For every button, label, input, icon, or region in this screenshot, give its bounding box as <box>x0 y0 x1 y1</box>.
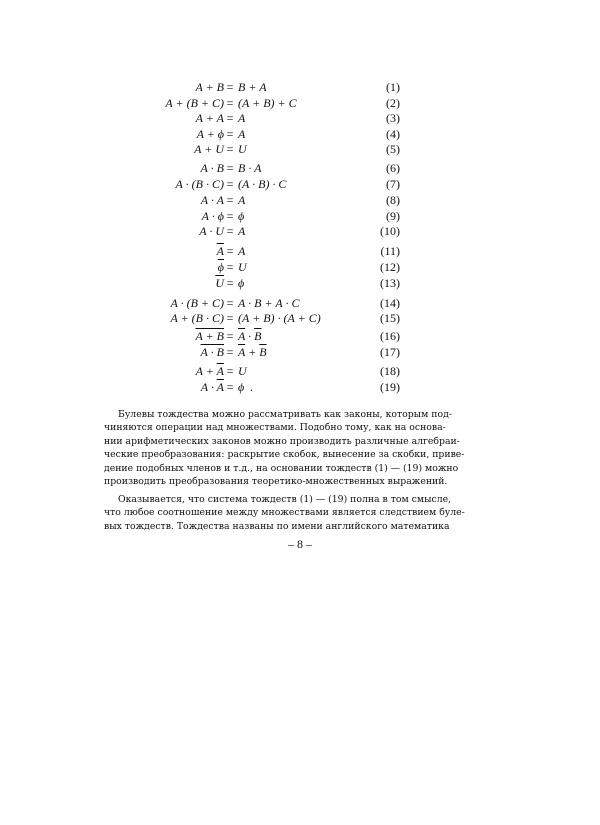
equation-lhs: A + ϕ <box>196 127 224 141</box>
equation-lhs: A + U <box>194 142 224 156</box>
text-line: нии арифметических законов можно производить различные алгебраи- <box>104 435 460 447</box>
body-paragraph <box>104 493 465 533</box>
equation-number: (18) <box>380 364 400 378</box>
equation-14 <box>0 295 600 311</box>
equation-rhs: (A + B) · (A + C) <box>238 311 321 325</box>
equation-rhs: U <box>238 142 247 156</box>
equation-number: (12) <box>380 260 400 274</box>
equation-number: (5) <box>386 142 400 156</box>
text-line: что любое соотношение между множествами является следствием буле- <box>104 507 465 519</box>
equation-rhs: B · A <box>238 161 262 175</box>
equation-rhs: ϕ . <box>238 380 254 394</box>
equation-lhs: A + (B · C) <box>170 311 224 325</box>
equation-number: (6) <box>386 161 400 175</box>
equals-sign: = <box>226 193 234 207</box>
equation-lhs: $\overline{\phi}$ <box>217 260 224 274</box>
equation-lhs: $\overline{U}$ <box>215 276 224 290</box>
equation-12 <box>0 259 600 275</box>
equation-rhs: ϕ <box>238 209 245 223</box>
body-paragraph <box>104 408 465 488</box>
equation-rhs: $\overline{A} + \overline{B}$ <box>238 345 267 359</box>
equation-16 <box>0 328 600 344</box>
equation-19 <box>0 379 600 395</box>
text-line: Оказывается, что система тождеств (1) — (19) полна в том смысле, <box>118 494 452 505</box>
equals-sign: = <box>226 380 234 394</box>
equation-number: (16) <box>380 329 400 343</box>
equation-lhs <box>217 243 224 259</box>
equation-15 <box>0 310 600 326</box>
equation-number: (11) <box>380 244 400 258</box>
text-line: чиняются операции над множествами. Подобно тому, как на основа- <box>104 422 446 434</box>
equation-rhs: A <box>238 127 246 141</box>
text-line: вых тождеств. Тождества названы по имени английского математика <box>104 520 450 532</box>
equation-rhs: ϕ <box>238 276 245 290</box>
equation-lhs: A + A <box>195 111 224 125</box>
equation-17 <box>0 344 600 360</box>
equation-2 <box>0 95 600 111</box>
equation-number: (15) <box>380 311 400 325</box>
equation-rhs: A · B + A · C <box>238 296 300 310</box>
equation-9 <box>0 208 600 224</box>
equation-number: (9) <box>386 209 400 223</box>
equation-1 <box>0 79 600 95</box>
equals-sign: = <box>226 142 234 156</box>
equation-8 <box>0 192 600 208</box>
equation-number: (10) <box>380 224 400 238</box>
equals-sign: = <box>226 224 234 238</box>
equation-rhs: (A + B) + C <box>238 96 297 110</box>
equation-10 <box>0 223 600 239</box>
equation-lhs: A · (B + C) <box>170 296 224 310</box>
equation-3 <box>0 110 600 126</box>
equation-lhs: A + (B + C) <box>165 96 224 110</box>
equation-number: (7) <box>386 177 400 191</box>
equation-13 <box>0 275 600 291</box>
equation-number: (19) <box>380 380 400 394</box>
equation-lhs: $A \cdot \overline{A}$ <box>200 380 224 394</box>
text-line: производить преобразования теоретико-множественных выражений. <box>104 476 448 488</box>
equation-rhs: A <box>238 244 246 258</box>
equation-7 <box>0 176 600 192</box>
equals-sign: = <box>226 209 234 223</box>
equals-sign: = <box>226 161 234 175</box>
equals-sign: = <box>226 111 234 125</box>
equals-sign: = <box>226 127 234 141</box>
equation-lhs: A · (B · C) <box>175 177 224 191</box>
equation-lhs: A · U <box>199 224 224 238</box>
equation-rhs: A <box>238 193 246 207</box>
equation-number: (8) <box>386 193 400 207</box>
equals-sign: = <box>226 345 234 359</box>
equation-number: (1) <box>386 80 400 94</box>
equation-rhs: $\overline{A} \cdot \overline{B}$ <box>238 329 262 343</box>
equation-number: (4) <box>386 127 400 141</box>
text-line: ческие преобразования: раскрытие скобок, вынесение за скобки, приве- <box>104 449 465 461</box>
equation-rhs: (A · B) · C <box>238 177 287 191</box>
double-overline: $\overline{A}$ <box>216 244 224 258</box>
equals-sign: = <box>226 296 234 310</box>
equation-18 <box>0 363 600 379</box>
equation-lhs: A · A <box>200 193 224 207</box>
equation-rhs: U <box>238 364 247 378</box>
equals-sign: = <box>226 311 234 325</box>
text-line: дение подобных членов и т.д., на основании тождеств (1) — (19) можно <box>104 462 459 474</box>
equals-sign: = <box>226 80 234 94</box>
equation-number: (2) <box>386 96 400 110</box>
equation-lhs: A · B <box>200 161 224 175</box>
equation-number: (14) <box>380 296 400 310</box>
equation-rhs: B + A <box>238 80 267 94</box>
equation-lhs: A · ϕ <box>201 209 224 223</box>
equation-lhs: A + B <box>195 80 224 94</box>
equation-rhs: U <box>238 260 247 274</box>
equals-sign: = <box>226 260 234 274</box>
equation-number: (3) <box>386 111 400 125</box>
equation-lhs: $A + \overline{A}$ <box>195 364 224 378</box>
text-line: Булевы тождества можно рассматривать как законы, которым под- <box>118 409 452 420</box>
equation-number: (13) <box>380 276 400 290</box>
equals-sign: = <box>226 329 234 343</box>
page-number: – 8 – <box>288 537 312 551</box>
equation-number: (17) <box>380 345 400 359</box>
equation-6 <box>0 160 600 176</box>
equation-lhs: A + B <box>195 329 224 343</box>
equals-sign: = <box>226 244 234 258</box>
equals-sign: = <box>226 96 234 110</box>
equals-sign: = <box>226 177 234 191</box>
equation-lhs: A · B <box>200 345 224 359</box>
equation-rhs: A <box>238 224 246 238</box>
equals-sign: = <box>226 364 234 378</box>
equation-5 <box>0 141 600 157</box>
equation-rhs: A <box>238 111 246 125</box>
equals-sign: = <box>226 276 234 290</box>
equation-4 <box>0 126 600 142</box>
equation-11 <box>0 243 600 259</box>
